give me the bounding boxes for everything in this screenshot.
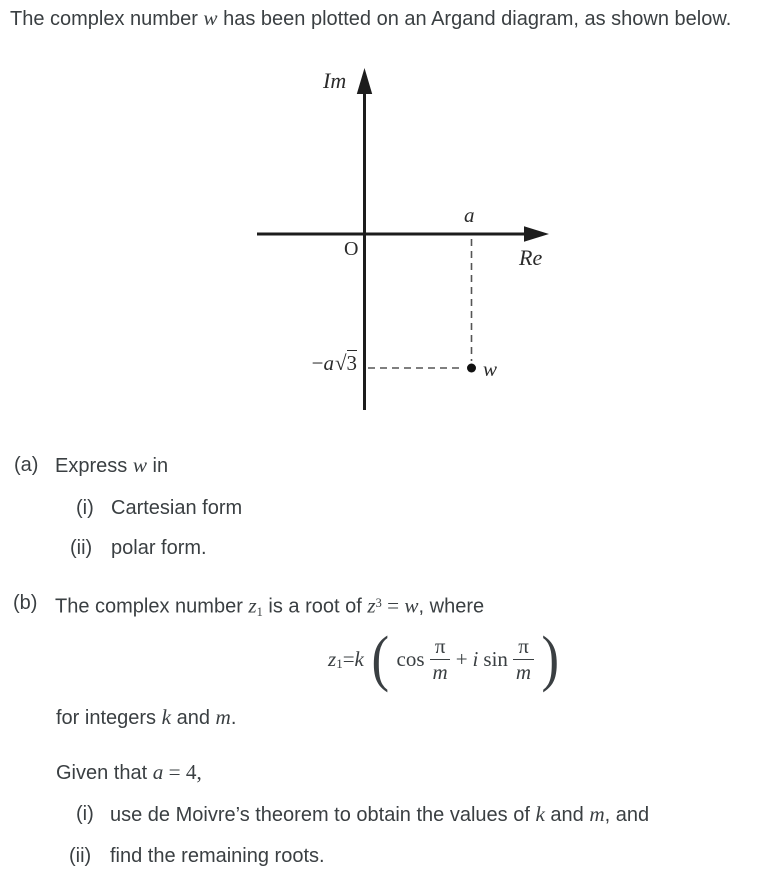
- part-b-var-z-cubed-sup: 3: [375, 596, 382, 610]
- point-w-dot: [467, 364, 476, 373]
- part-b-label: (b): [13, 592, 38, 614]
- given-line: [56, 759, 202, 786]
- formula-cos: cos: [396, 646, 425, 671]
- formula-close-paren: ): [541, 625, 560, 693]
- part-a-item-i-text: Cartesian form: [111, 497, 243, 519]
- formula-var-i: i: [472, 646, 479, 671]
- origin-label: O: [344, 238, 359, 260]
- formula-m-1: m: [432, 659, 448, 684]
- b-i-var-k: k: [535, 802, 545, 826]
- for-line-var-k: k: [161, 705, 172, 729]
- title-text-pre: The complex number: [10, 8, 204, 30]
- im-value-var: a: [323, 351, 334, 375]
- part-b-intro-t4: , where: [418, 595, 485, 618]
- formula-sin: sin: [483, 646, 508, 671]
- for-line-t1: for integers: [56, 707, 162, 729]
- part-b-var-w: w: [404, 593, 419, 618]
- title-var-w: w: [203, 6, 218, 30]
- part-b-intro: [55, 590, 484, 625]
- part-b-intro-t1: The complex number: [55, 595, 249, 618]
- for-line-t2: and: [171, 707, 216, 729]
- part-a-intro-pre: Express: [55, 455, 133, 477]
- point-w-label: w: [483, 357, 498, 381]
- z1-formula: [328, 622, 562, 696]
- im-value-label: [275, 351, 357, 376]
- part-a-label: (a): [14, 454, 39, 476]
- formula-fraction-1: [428, 635, 453, 682]
- given-line-var-a: a: [152, 760, 164, 784]
- formula-var-k: k: [354, 646, 364, 671]
- im-axis-arrowhead: [357, 68, 372, 94]
- re-axis-label: Re: [519, 245, 543, 270]
- part-b-var-z-cubed: z: [367, 593, 376, 618]
- formula-m-2: m: [515, 659, 532, 684]
- given-line-t2: = 4,: [163, 760, 202, 784]
- for-line-t3: .: [230, 707, 237, 729]
- part-a-intro: [55, 452, 168, 479]
- b-i-t3: , and: [604, 804, 650, 826]
- radical-sign: √: [334, 351, 347, 375]
- formula-fraction-2: [511, 635, 536, 682]
- formula-equals: =: [342, 646, 355, 671]
- part-a-item-ii-label: (ii): [70, 537, 93, 559]
- part-b-item-i-text: [110, 801, 649, 828]
- part-b-var-z1-sub: 1: [256, 605, 263, 620]
- formula-plus: +: [455, 646, 468, 671]
- b-i-t1: use de Moivre’s theorem to obtain the values of: [110, 804, 536, 826]
- part-b-equals: =: [381, 593, 405, 618]
- part-b-item-ii-label: (ii): [69, 845, 92, 867]
- for-line-var-m: m: [215, 705, 231, 729]
- part-a-intro-post: in: [146, 455, 169, 477]
- title-text-post: has been plotted on an Argand diagram, as shown below.: [217, 8, 732, 30]
- formula-open-paren: (: [371, 625, 389, 693]
- radicand: 3: [346, 351, 357, 375]
- formula-var-z: z: [328, 646, 337, 671]
- b-i-var-m: m: [589, 802, 605, 826]
- im-axis-label: Im: [323, 68, 347, 93]
- part-a-var-w: w: [132, 453, 147, 477]
- part-b-item-i-label: (i): [76, 803, 94, 825]
- part-b-intro-t2: is a root of: [262, 595, 368, 618]
- b-i-t2: and: [544, 804, 590, 826]
- re-axis-arrowhead: [524, 226, 549, 242]
- given-line-t1: Given that: [56, 762, 153, 784]
- minus-sign: −: [311, 351, 324, 375]
- part-a-item-ii-text: polar form.: [111, 537, 207, 559]
- a-tick-label: a: [464, 203, 475, 227]
- part-a-item-i-label: (i): [76, 497, 94, 519]
- formula-pi-1: π: [430, 635, 451, 659]
- part-b-item-ii-text: find the remaining roots.: [110, 845, 325, 867]
- formula-pi-2: π: [513, 635, 534, 659]
- for-integers-line: [56, 704, 236, 731]
- part-b-var-z1: z: [248, 593, 257, 618]
- formula-var-z-sub: 1: [336, 656, 343, 671]
